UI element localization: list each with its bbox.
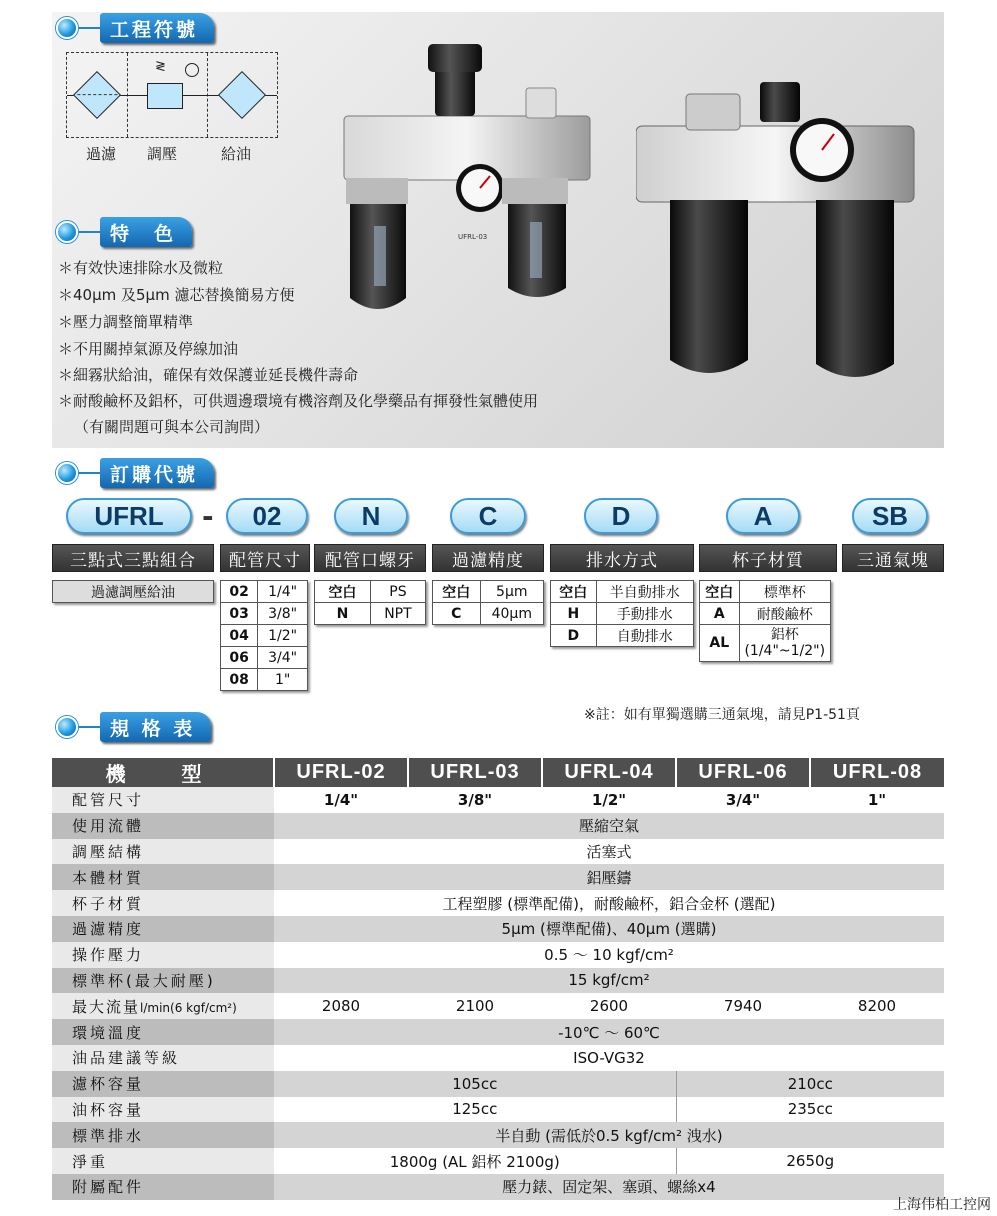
symbol-label-lubricator: 給油 (221, 145, 252, 163)
table-row: 空白 5μm (433, 581, 544, 603)
order-fixed-table (52, 580, 214, 603)
order-code-thread: N (334, 498, 408, 534)
order-category-cup: 杯子材質 (699, 544, 837, 572)
section-header-features (56, 217, 192, 247)
lubricator-symbol-icon (218, 71, 266, 119)
table-row: AL 鋁杯 (1/4"~1/2") (700, 625, 831, 662)
table-row: 附屬配件 壓力錶、固定架、塞頭、螺絲x4 (52, 1174, 944, 1200)
table-row: 淨重 1800g (AL 鋁杯 2100g) 2650g (52, 1148, 944, 1174)
table-row: D 自動排水 (551, 625, 694, 647)
regulator-symbol-icon (147, 83, 183, 109)
order-fixed-value: 過濾調壓給油 (53, 581, 214, 603)
spec-table (52, 758, 944, 1200)
table-row: 環境溫度 -10℃ ～ 60℃ (52, 1019, 944, 1045)
section-title: 訂購代號 (100, 458, 214, 488)
table-row: 濾杯容量 105cc 210cc (52, 1071, 944, 1097)
gauge-symbol-icon (185, 63, 199, 77)
table-row: 油品建議等級 ISO-VG32 (52, 1045, 944, 1071)
header-model: 機 型 (52, 758, 274, 787)
order-category-thread: 配管口螺牙 (314, 544, 426, 572)
order-drain-table (550, 580, 694, 647)
feature-item: ＊40μm 及5μm 濾芯替換簡易方便 (58, 286, 295, 304)
order-code-precision: C (450, 498, 526, 534)
table-row: 標準排水 半自動 (需低於0.5 kgf/cm² 洩水) (52, 1122, 944, 1148)
symbol-label-filter: 過濾 (86, 145, 117, 163)
order-thread-table (314, 580, 426, 625)
table-row: 操作壓力 0.5 ～ 10 kgf/cm² (52, 942, 944, 968)
header-ufrl-06: UFRL-06 (676, 758, 810, 787)
order-precision-table (432, 580, 544, 625)
table-row: N NPT (315, 603, 426, 625)
section-title: 工程符號 (100, 13, 214, 43)
product-image-small (340, 36, 600, 336)
product-label: UFRL-03 (458, 233, 488, 241)
table-header-row (52, 758, 944, 787)
order-code-model: UFRL (66, 498, 192, 534)
section-header-order (56, 458, 214, 488)
bullet-icon (56, 462, 78, 484)
feature-item: ＊細霧狀給油，確保有效保護並延長機件壽命 (58, 366, 359, 384)
header-ufrl-02: UFRL-02 (274, 758, 408, 787)
symbol-diagram: ≷ (66, 52, 278, 138)
section-header-spec (56, 712, 211, 742)
order-code-dash: - (202, 500, 214, 533)
order-category-size: 配管尺寸 (220, 544, 310, 572)
table-row: 過濾精度 5μm (標準配備)、40μm (選購) (52, 916, 944, 942)
table-row: 調壓結構 活塞式 (52, 839, 944, 865)
order-code-drain: D (584, 498, 658, 534)
table-row: 02 1/4" (221, 581, 308, 603)
order-code-block: SB (852, 498, 928, 534)
table-row: 空白 標準杯 (700, 581, 831, 603)
section-title: 規 格 表 (100, 712, 211, 742)
order-code-size: 02 (226, 498, 308, 534)
product-image-large (636, 64, 922, 404)
feature-item: ＊壓力調整簡單精準 (58, 313, 194, 331)
header-ufrl-04: UFRL-04 (542, 758, 676, 787)
table-row: 配管尺寸 1/4" 3/8" 1/2" 3/4" 1" (52, 787, 944, 813)
flow-unit: l/min(6 kgf/cm²) (140, 1000, 237, 1015)
flow-label: 最大流量 (72, 997, 141, 1016)
section-title: 特 色 (100, 217, 192, 247)
feature-item: ＊有效快速排除水及微粒 (58, 259, 224, 277)
filter-symbol-icon (73, 71, 121, 119)
table-row: 04 1/2" (221, 625, 308, 647)
table-row: 本體材質 鋁壓鑄 (52, 864, 944, 890)
table-row: 杯子材質 工程塑膠 (標準配備)，耐酸鹼杯，鋁合金杯 (選配) (52, 890, 944, 916)
feature-item: （有關問題可與本公司詢問） (74, 418, 270, 436)
table-row: 標準杯(最大耐壓) 15 kgf/cm² (52, 968, 944, 994)
bullet-icon (56, 17, 78, 39)
table-row: C 40μm (433, 603, 544, 625)
order-category-precision: 過濾精度 (432, 544, 544, 572)
table-row: 油杯容量 125cc 235cc (52, 1097, 944, 1123)
table-row: 06 3/4" (221, 647, 308, 669)
order-category-model: 三點式三點組合 (52, 544, 214, 572)
order-category-block: 三通氣塊 (842, 544, 944, 572)
order-size-table (220, 580, 308, 691)
section-header-symbols (56, 13, 214, 43)
feature-item: ＊不用關掉氣源及停線加油 (58, 340, 239, 358)
header-ufrl-03: UFRL-03 (408, 758, 542, 787)
symbol-label-regulator: 調壓 (147, 145, 178, 163)
order-code-cup: A (726, 498, 800, 534)
bullet-icon (56, 221, 78, 243)
table-row: 空白 半自動排水 (551, 581, 694, 603)
header-ufrl-08: UFRL-08 (810, 758, 944, 787)
table-row: 最大流量l/min(6 kgf/cm²) 2080 2100 2600 7940 8200 (52, 993, 944, 1019)
table-row: 08 1" (221, 669, 308, 691)
footer-watermark: 上海伟柏工控网 (893, 1197, 991, 1213)
table-row: 空白 PS (315, 581, 426, 603)
order-category-drain: 排水方式 (550, 544, 694, 572)
bullet-icon (56, 716, 78, 738)
table-row: 使用流體 壓縮空氣 (52, 813, 944, 839)
table-row: A 耐酸鹼杯 (700, 603, 831, 625)
table-row: 03 3/8" (221, 603, 308, 625)
feature-item: ＊耐酸鹼杯及鋁杯，可供週邊環境有機溶劑及化學藥品有揮發性氣體使用 (58, 392, 539, 410)
order-cup-table (699, 580, 831, 662)
table-row: H 手動排水 (551, 603, 694, 625)
order-note: ※註：如有單獨選購三通氣塊，請見P1-51頁 (584, 707, 860, 723)
